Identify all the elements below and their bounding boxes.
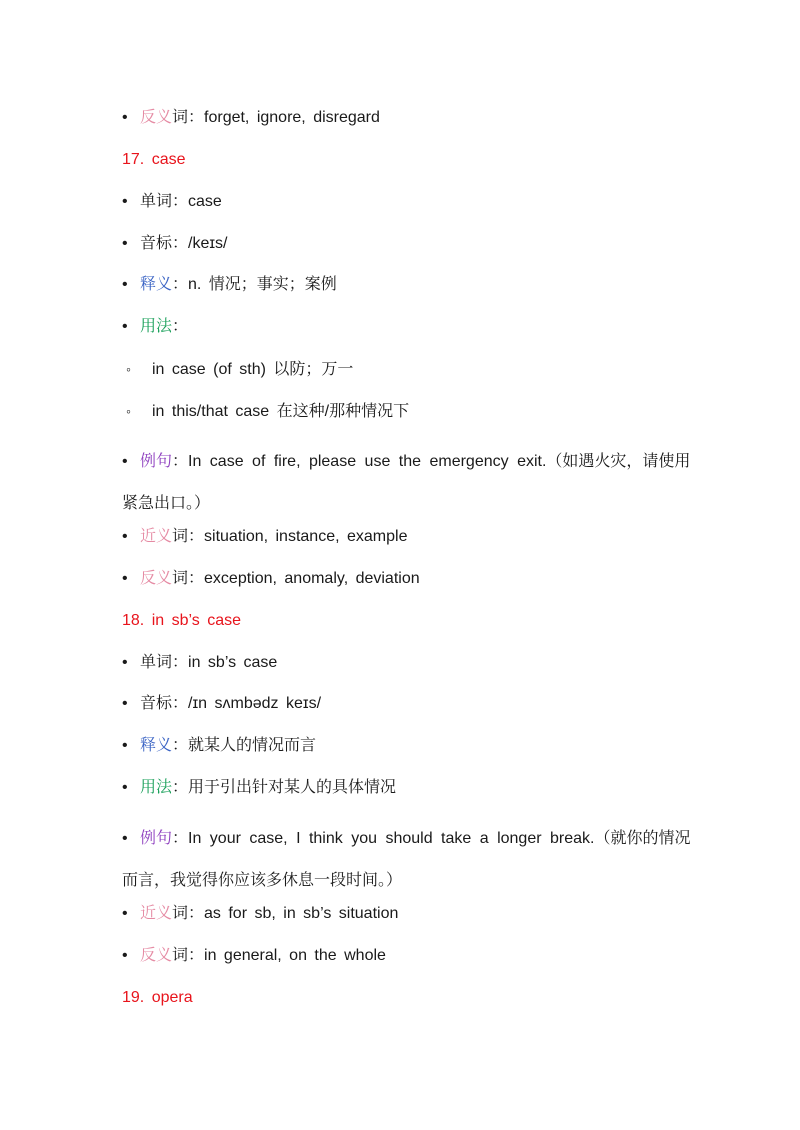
- synonyms-text: 词：as for sb, in sb’s situation: [172, 905, 399, 922]
- synonyms-line: [122, 525, 692, 549]
- antonyms-label: 反义: [140, 109, 173, 126]
- bullet-icon: •: [122, 109, 128, 126]
- usage-item-text: in case (of sth) 以防；万一: [152, 361, 354, 378]
- usage-line: [122, 315, 692, 339]
- usage-label: 用法: [140, 779, 173, 796]
- antonyms-line: [122, 944, 692, 968]
- entry-heading-19: 19. opera: [122, 989, 193, 1006]
- antonyms-line: [122, 106, 692, 130]
- word-label: 单词：: [140, 193, 189, 210]
- definition-label: 释义: [140, 276, 173, 293]
- bullet-icon: •: [122, 947, 128, 964]
- bullet-icon: •: [122, 453, 128, 470]
- example-line: [122, 441, 692, 525]
- definition-text: ：n. 情况；事实；案例: [172, 276, 337, 293]
- example-text: ：In case of fire, please use the emergency exit.（如遇火灾，请使用紧急出口。）: [122, 453, 691, 512]
- example-label: 例句: [140, 830, 173, 847]
- bullet-icon: •: [122, 570, 128, 587]
- word-text: case: [188, 193, 222, 210]
- antonyms-label: 反义: [140, 947, 173, 964]
- antonyms-line: [122, 567, 692, 591]
- bullet-icon: •: [122, 905, 128, 922]
- usage-item-text: in this/that case 在这种/那种情况下: [152, 403, 410, 420]
- antonyms-text: 词：in general, on the whole: [172, 947, 386, 964]
- usage-item: [122, 399, 692, 424]
- bullet-icon: •: [122, 695, 128, 712]
- word-text: in sb’s case: [188, 654, 278, 671]
- phonetic-label: 音标：: [140, 695, 189, 712]
- word-label: 单词：: [140, 654, 189, 671]
- bullet-icon: •: [122, 779, 128, 796]
- usage-item: [122, 357, 692, 382]
- phonetic-text: /ɪn sʌmbədz keɪs/: [188, 695, 322, 712]
- phonetic-text: /keɪs/: [188, 235, 228, 252]
- example-label: 例句: [140, 453, 173, 470]
- word-line: [122, 651, 692, 675]
- word-line: [122, 190, 692, 214]
- definition-label: 释义: [140, 737, 173, 754]
- usage-label: 用法: [140, 318, 173, 335]
- phonetic-label: 音标：: [140, 235, 189, 252]
- sub-bullet-icon: ◦: [126, 361, 131, 377]
- entry-heading-17: 17. case: [122, 151, 186, 168]
- definition-line: [122, 273, 692, 297]
- usage-text: ：: [172, 318, 189, 335]
- bullet-icon: •: [122, 235, 128, 252]
- bullet-icon: •: [122, 654, 128, 671]
- entry-heading-18: 18. in sb’s case: [122, 612, 241, 629]
- bullet-icon: •: [122, 318, 128, 335]
- bullet-icon: •: [122, 737, 128, 754]
- synonyms-text: 词：situation, instance, example: [172, 528, 408, 545]
- antonyms-text: 词：forget, ignore, disregard: [172, 109, 380, 126]
- usage-text: ：用于引出针对某人的具体情况: [172, 779, 397, 796]
- definition-line: [122, 734, 692, 758]
- example-line: [122, 818, 692, 902]
- antonyms-label: 反义: [140, 570, 173, 587]
- synonyms-label: 近义: [140, 905, 173, 922]
- bullet-icon: •: [122, 276, 128, 293]
- antonyms-text: 词：exception, anomaly, deviation: [172, 570, 420, 587]
- bullet-icon: •: [122, 528, 128, 545]
- example-text: ：In your case, I think you should take a longer break.（就你的情况而言，我觉得你应该多休息一段时间。）: [122, 830, 691, 889]
- sub-bullet-icon: ◦: [126, 403, 131, 419]
- bullet-icon: •: [122, 193, 128, 210]
- phonetic-line: [122, 232, 692, 256]
- bullet-icon: •: [122, 830, 128, 847]
- phonetic-line: [122, 692, 692, 716]
- synonyms-line: [122, 902, 692, 926]
- synonyms-label: 近义: [140, 528, 173, 545]
- usage-line: [122, 776, 692, 800]
- definition-text: ：就某人的情况而言: [172, 737, 317, 754]
